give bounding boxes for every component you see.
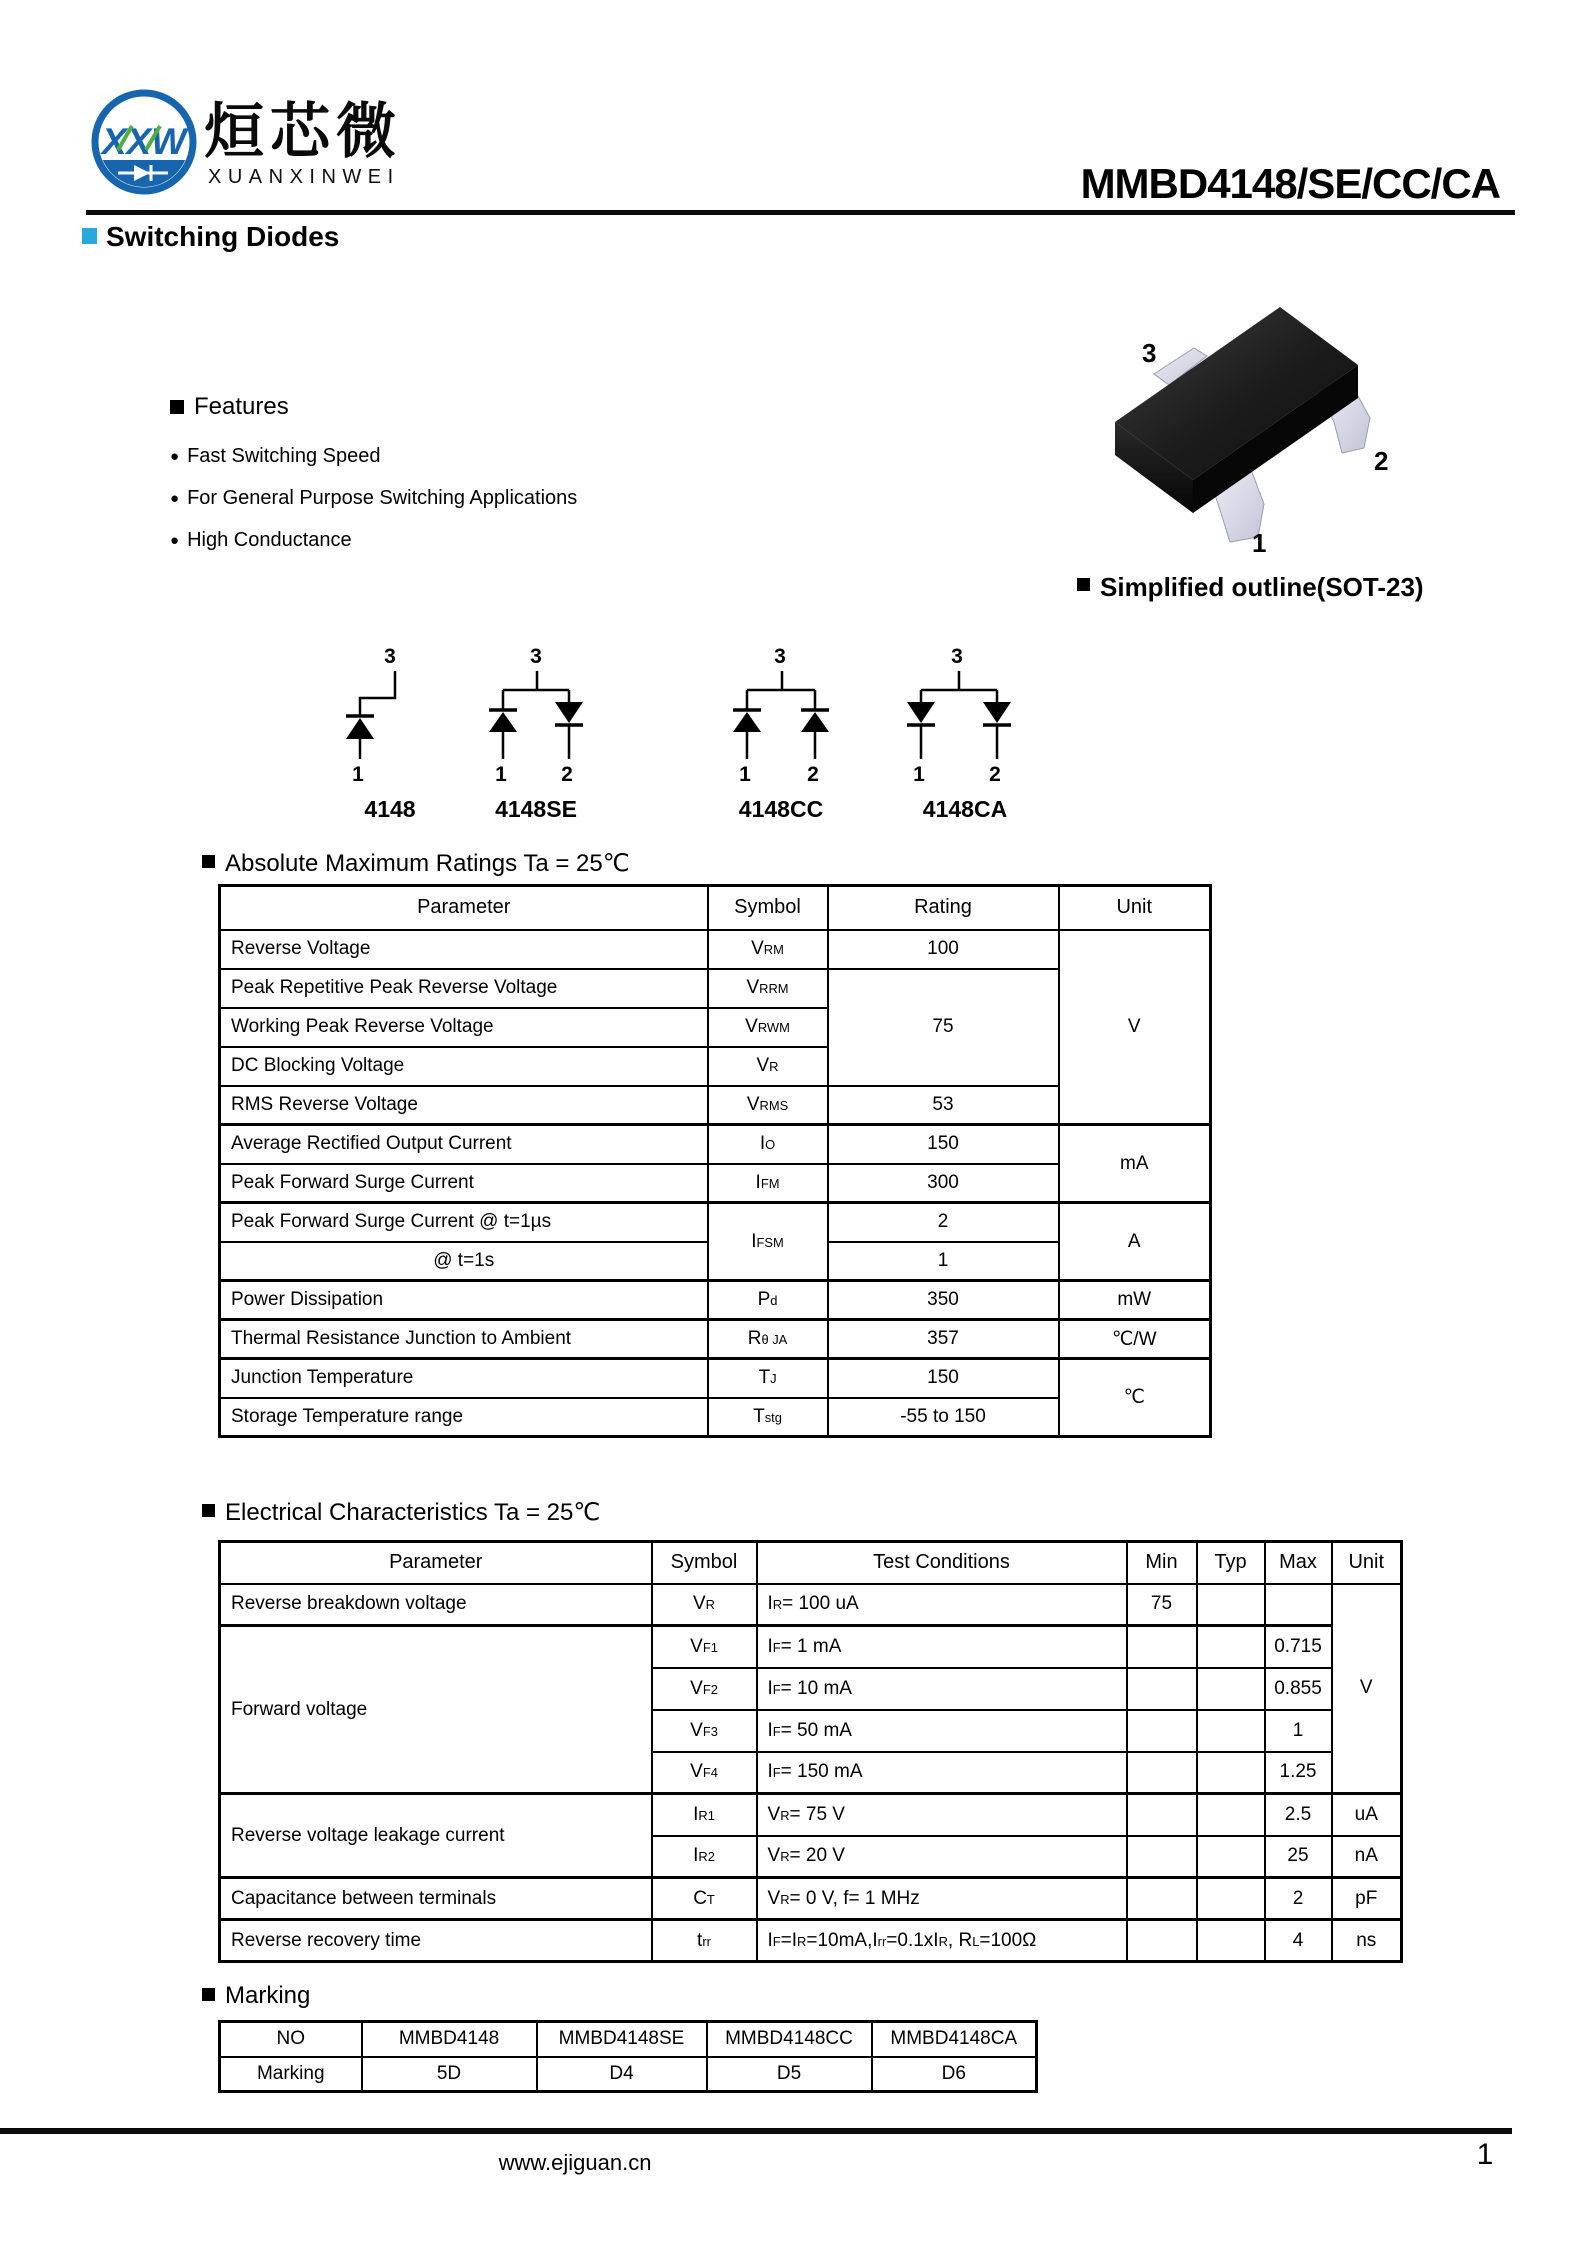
symbol-cell: IR2 xyxy=(652,1836,757,1878)
column-header: Typ xyxy=(1197,1542,1265,1584)
marking-cell: D5 xyxy=(707,2057,872,2092)
unit-cell: uA xyxy=(1332,1794,1402,1836)
unit-cell: V xyxy=(1332,1584,1402,1794)
category-heading xyxy=(82,221,339,253)
min-cell: 75 xyxy=(1127,1584,1197,1626)
parameter-cell: Peak Forward Surge Current @ t=1µs xyxy=(220,1203,708,1242)
pin-label: 3 xyxy=(384,645,396,668)
parameter-cell: Reverse Voltage xyxy=(220,930,708,969)
electrical-heading xyxy=(202,1498,600,1527)
footer-website: www.ejiguan.cn xyxy=(498,2150,652,2175)
parameter-cell: Reverse breakdown voltage xyxy=(220,1584,652,1626)
symbol-cell: trr xyxy=(652,1920,757,1962)
sot23-package-drawing xyxy=(1090,290,1420,570)
typ-cell xyxy=(1197,1626,1265,1668)
unit-cell: A xyxy=(1059,1203,1211,1281)
parameter-cell: Peak Forward Surge Current xyxy=(220,1164,708,1203)
pin-label: 3 xyxy=(774,645,786,668)
table-row xyxy=(220,1584,1402,1626)
symbol-cell: VF2 xyxy=(652,1668,757,1710)
max-cell: 0.715 xyxy=(1265,1626,1332,1668)
marking-cell: D4 xyxy=(537,2057,707,2092)
marking-table xyxy=(218,2020,1038,2093)
unit-cell: ℃/W xyxy=(1059,1320,1211,1359)
pin-label: 1 xyxy=(739,763,751,786)
schematic-caption: 4148CC xyxy=(738,796,824,822)
logo-monogram: XXW xyxy=(101,121,187,162)
column-header: Symbol xyxy=(708,886,828,930)
marking-cell: 5D xyxy=(362,2057,537,2092)
symbol-cell: VRMS xyxy=(708,1086,828,1125)
absmax-heading xyxy=(202,849,630,878)
marking-cell: MMBD4148CC xyxy=(707,2022,872,2057)
marking-cell: MMBD4148CA xyxy=(872,2022,1037,2057)
parameter-cell: Thermal Resistance Junction to Ambient xyxy=(220,1320,708,1359)
unit-cell: V xyxy=(1059,930,1211,1125)
symbol-cell: IFSM xyxy=(708,1203,828,1281)
unit-cell: mW xyxy=(1059,1281,1211,1320)
outline-caption-text: Simplified outline(SOT-23) xyxy=(1100,572,1424,602)
blue-square-marker xyxy=(82,228,97,244)
feature-text: High Conductance xyxy=(187,528,352,551)
unit-cell: pF xyxy=(1332,1878,1402,1920)
table-row xyxy=(220,1203,1211,1242)
conditions-cell: IR= 100 uA xyxy=(757,1584,1127,1626)
unit-cell: ns xyxy=(1332,1920,1402,1962)
table-header-row xyxy=(220,886,1211,930)
min-cell xyxy=(1127,1920,1197,1962)
table-row xyxy=(220,930,1211,969)
marking-heading xyxy=(202,1982,310,2010)
feature-text: Fast Switching Speed xyxy=(187,444,381,467)
table-row xyxy=(220,1359,1211,1398)
rating-cell: 100 xyxy=(828,930,1059,969)
typ-cell xyxy=(1197,1752,1265,1794)
symbol-cell: VRWM xyxy=(708,1008,828,1047)
company-name-en: XUANXINWEI xyxy=(208,166,400,188)
parameter-cell: Power Dissipation xyxy=(220,1281,708,1320)
typ-cell xyxy=(1197,1920,1265,1962)
table-row xyxy=(220,1320,1211,1359)
column-header: Parameter xyxy=(220,886,708,930)
parameter-cell: Reverse voltage leakage current xyxy=(220,1794,652,1878)
symbol-cell: CT xyxy=(652,1878,757,1920)
pin-label: 3 xyxy=(530,645,542,668)
category-title: Switching Diodes xyxy=(106,221,340,252)
bullet-icon: ● xyxy=(170,447,180,465)
rating-cell: 150 xyxy=(828,1125,1059,1164)
symbol-cell: VF1 xyxy=(652,1626,757,1668)
package-pin3-label: 3 xyxy=(1142,338,1157,368)
marking-cell: MMBD4148SE xyxy=(537,2022,707,2057)
table-row xyxy=(220,1878,1402,1920)
rating-cell: 350 xyxy=(828,1281,1059,1320)
feature-text: For General Purpose Switching Applications xyxy=(187,486,578,509)
pin-label: 3 xyxy=(951,645,963,668)
page-number: 1 xyxy=(1476,2138,1494,2171)
parameter-cell: Forward voltage xyxy=(220,1626,652,1794)
parameter-cell: Junction Temperature xyxy=(220,1359,708,1398)
column-header: Unit xyxy=(1332,1542,1402,1584)
conditions-cell: IF= 50 mA xyxy=(757,1710,1127,1752)
electrical-title: Electrical Characteristics Ta = 25℃ xyxy=(225,1499,601,1526)
parameter-cell: @ t=1s xyxy=(220,1242,708,1281)
column-header: Min xyxy=(1127,1542,1197,1584)
rating-cell: 2 xyxy=(828,1203,1059,1242)
max-cell: 2.5 xyxy=(1265,1794,1332,1836)
symbol-cell: VR xyxy=(652,1584,757,1626)
bullet-icon: ● xyxy=(170,489,180,507)
header-divider xyxy=(86,210,1515,215)
min-cell xyxy=(1127,1668,1197,1710)
company-name-cn: 烜芯微 xyxy=(204,98,402,165)
conditions-cell: IF= 10 mA xyxy=(757,1668,1127,1710)
column-header: Symbol xyxy=(652,1542,757,1584)
marking-cell: NO xyxy=(220,2022,362,2057)
features-section xyxy=(170,393,577,561)
table-row xyxy=(220,1626,1402,1668)
table-row xyxy=(220,2022,1037,2057)
conditions-cell: VR= 75 V xyxy=(757,1794,1127,1836)
typ-cell xyxy=(1197,1668,1265,1710)
typ-cell xyxy=(1197,1584,1265,1626)
symbol-cell: VR xyxy=(708,1047,828,1086)
column-header: Max xyxy=(1265,1542,1332,1584)
schematic-caption: 4148CA xyxy=(922,796,1008,822)
pin-label: 2 xyxy=(989,763,1001,786)
rating-cell: 300 xyxy=(828,1164,1059,1203)
parameter-cell: Peak Repetitive Peak Reverse Voltage xyxy=(220,969,708,1008)
min-cell xyxy=(1127,1878,1197,1920)
pin-label: 2 xyxy=(561,763,573,786)
min-cell xyxy=(1127,1794,1197,1836)
black-square-marker xyxy=(170,400,184,414)
company-logo xyxy=(88,88,204,198)
table-row xyxy=(220,1794,1402,1836)
pin-label: 1 xyxy=(495,763,507,786)
black-square-marker xyxy=(202,1504,215,1517)
pin-label: 2 xyxy=(807,763,819,786)
rating-cell: 357 xyxy=(828,1320,1059,1359)
max-cell: 0.855 xyxy=(1265,1668,1332,1710)
symbol-cell: Pd xyxy=(708,1281,828,1320)
symbol-cell: VRM xyxy=(708,930,828,969)
symbol-cell: VF3 xyxy=(652,1710,757,1752)
electrical-table xyxy=(218,1540,1403,1963)
symbol-cell: IFM xyxy=(708,1164,828,1203)
package-pin1-label: 1 xyxy=(1252,528,1267,558)
pin-label: 1 xyxy=(352,763,364,786)
parameter-cell: Reverse recovery time xyxy=(220,1920,652,1962)
marking-cell: D6 xyxy=(872,2057,1037,2092)
rating-cell: 1 xyxy=(828,1242,1059,1281)
symbol-cell: IO xyxy=(708,1125,828,1164)
features-heading xyxy=(170,393,577,421)
absmax-table xyxy=(218,884,1212,1438)
parameter-cell: Working Peak Reverse Voltage xyxy=(220,1008,708,1047)
unit-cell: ℃ xyxy=(1059,1359,1211,1437)
schematic-4148-wire xyxy=(360,671,395,715)
outline-caption xyxy=(1077,572,1424,603)
typ-cell xyxy=(1197,1794,1265,1836)
min-cell xyxy=(1127,1836,1197,1878)
conditions-cell: VR= 20 V xyxy=(757,1836,1127,1878)
max-cell xyxy=(1265,1584,1332,1626)
black-square-marker xyxy=(202,1988,215,2001)
table-row xyxy=(220,1281,1211,1320)
marking-title: Marking xyxy=(225,1982,311,2009)
page-title: MMBD4148/SE/CC/CA xyxy=(1080,160,1500,207)
column-header: Unit xyxy=(1059,886,1211,930)
rating-cell: 75 xyxy=(828,969,1059,1086)
rating-cell: 150 xyxy=(828,1359,1059,1398)
typ-cell xyxy=(1197,1710,1265,1752)
feature-item xyxy=(170,519,577,561)
min-cell xyxy=(1127,1710,1197,1752)
symbol-cell: Tstg xyxy=(708,1398,828,1437)
rating-cell: -55 to 150 xyxy=(828,1398,1059,1437)
features-title: Features xyxy=(194,393,289,420)
black-square-marker xyxy=(1077,578,1090,591)
marking-cell: MMBD4148 xyxy=(362,2022,537,2057)
unit-cell: mA xyxy=(1059,1125,1211,1203)
max-cell: 25 xyxy=(1265,1836,1332,1878)
pin-label: 1 xyxy=(913,763,925,786)
parameter-cell: Capacitance between terminals xyxy=(220,1878,652,1920)
footer-divider xyxy=(0,2128,1512,2134)
package-pin2-label: 2 xyxy=(1374,446,1389,476)
max-cell: 2 xyxy=(1265,1878,1332,1920)
typ-cell xyxy=(1197,1878,1265,1920)
absmax-title: Absolute Maximum Ratings Ta = 25℃ xyxy=(225,850,630,877)
max-cell: 4 xyxy=(1265,1920,1332,1962)
conditions-cell: IF= 1 mA xyxy=(757,1626,1127,1668)
conditions-cell: IF=IR=10mA,Irr=0.1xIR, RL=100Ω xyxy=(757,1920,1127,1962)
feature-item xyxy=(170,477,577,519)
conditions-cell: IF= 150 mA xyxy=(757,1752,1127,1794)
min-cell xyxy=(1127,1752,1197,1794)
table-row xyxy=(220,2057,1037,2092)
parameter-cell: Average Rectified Output Current xyxy=(220,1125,708,1164)
bullet-icon: ● xyxy=(170,531,180,549)
marking-cell: Marking xyxy=(220,2057,362,2092)
unit-cell: nA xyxy=(1332,1836,1402,1878)
column-header: Rating xyxy=(828,886,1059,930)
schematic-caption: 4148SE xyxy=(495,796,577,822)
conditions-cell: VR= 0 V, f= 1 MHz xyxy=(757,1878,1127,1920)
symbol-cell: TJ xyxy=(708,1359,828,1398)
rating-cell: 53 xyxy=(828,1086,1059,1125)
column-header: Test Conditions xyxy=(757,1542,1127,1584)
feature-item xyxy=(170,435,577,477)
black-square-marker xyxy=(202,855,215,868)
schematic-symbols xyxy=(320,635,1020,830)
table-header-row xyxy=(220,1542,1402,1584)
symbol-cell: VRRM xyxy=(708,969,828,1008)
table-row xyxy=(220,1125,1211,1164)
parameter-cell: RMS Reverse Voltage xyxy=(220,1086,708,1125)
typ-cell xyxy=(1197,1836,1265,1878)
table-row xyxy=(220,1920,1402,1962)
column-header: Parameter xyxy=(220,1542,652,1584)
symbol-cell: IR1 xyxy=(652,1794,757,1836)
parameter-cell: DC Blocking Voltage xyxy=(220,1047,708,1086)
min-cell xyxy=(1127,1626,1197,1668)
symbol-cell: Rθ JA xyxy=(708,1320,828,1359)
max-cell: 1.25 xyxy=(1265,1752,1332,1794)
symbol-cell: VF4 xyxy=(652,1752,757,1794)
parameter-cell: Storage Temperature range xyxy=(220,1398,708,1437)
schematic-caption: 4148 xyxy=(364,796,416,822)
max-cell: 1 xyxy=(1265,1710,1332,1752)
